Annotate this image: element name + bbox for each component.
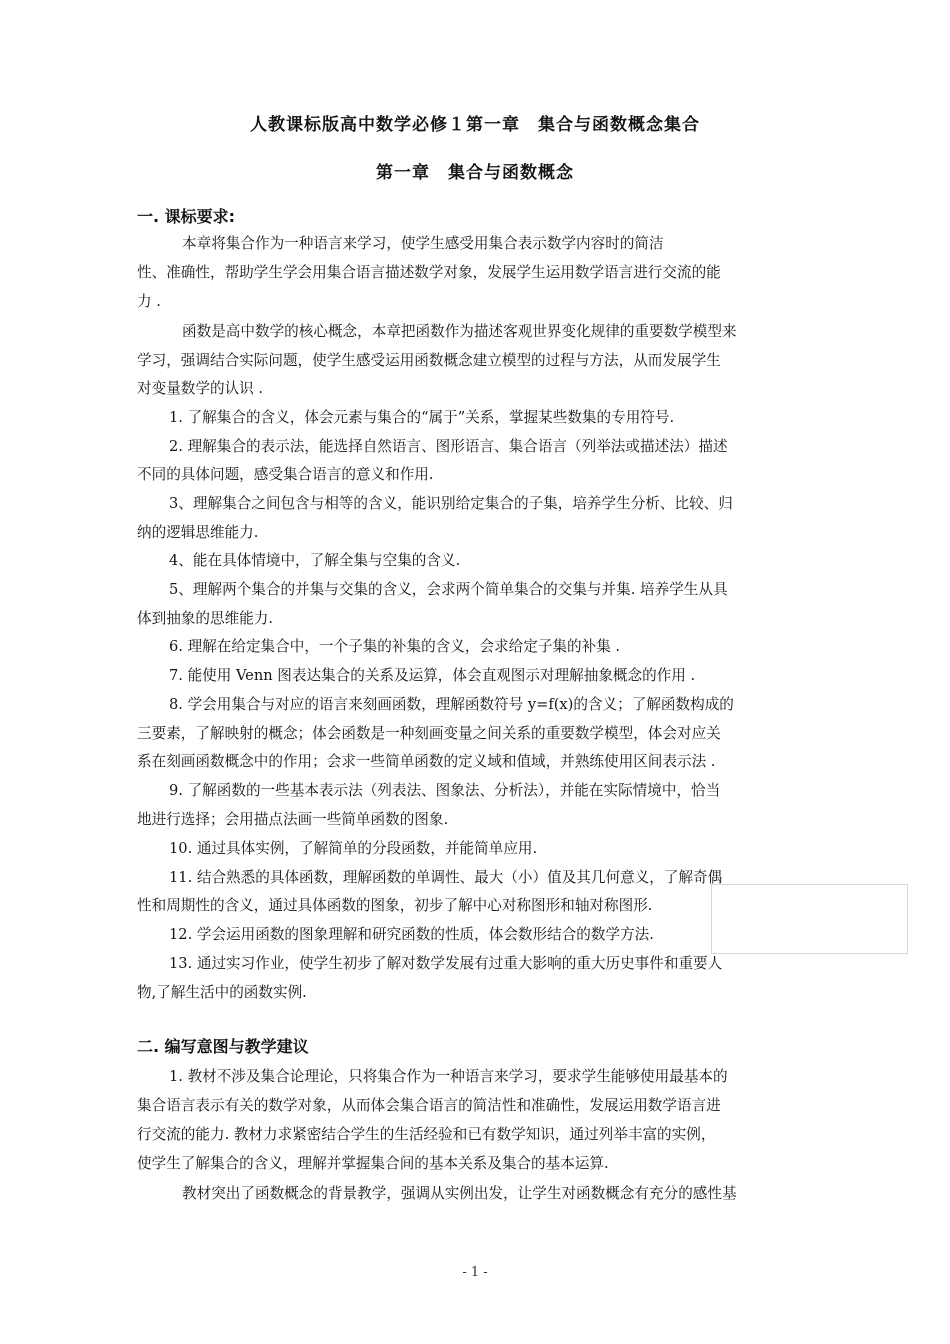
paragraph-line: 函数是高中数学的核心概念，本章把函数作为描述客观世界变化规律的重要数学模型来 — [182, 323, 737, 340]
paragraph-line: 对变量数学的认识 . — [137, 380, 264, 397]
list-item: 5、理解两个集合的并集与交集的含义，会求两个简单集合的交集与并集. 培养学生从具 — [169, 581, 728, 598]
list-item: 7. 能使用 Venn 图表达集合的关系及运算，体会直观图示对理解抽象概念的作用 . — [169, 667, 696, 684]
list-item: 8. 学会用集合与对应的语言来刻画函数，理解函数符号 y=f(x)的含义；了解函数构成的 — [169, 696, 734, 713]
list-item: 13. 通过实习作业，使学生初步了解对数学发展有过重大影响的重大历史事件和重要人 — [169, 955, 723, 972]
section-heading-curriculum-requirements: 一. 课标要求: — [137, 207, 236, 226]
list-item-continuation: 系在刻画函数概念中的作用；会求一些简单函数的定义域和值域，并熟练使用区间表示法 . — [137, 753, 716, 770]
list-item: 3、理解集合之间包含与相等的含义，能识别给定集合的子集，培养学生分析、比较、归 — [169, 495, 733, 512]
paragraph-line: 集合语言表示有关的数学对象，从而体会集合语言的简洁性和准确性，发展运用数学语言进 — [137, 1097, 721, 1114]
paragraph-line: 使学生了解集合的含义，理解并掌握集合间的基本关系及集合的基本运算. — [137, 1155, 609, 1172]
paragraph-line: 行交流的能力. 教材力求紧密结合学生的生活经验和已有数学知识，通过列举丰富的实例， — [137, 1126, 716, 1143]
list-item: 6. 理解在给定集合中，一个子集的补集的含义，会求给定子集的补集 . — [169, 638, 621, 655]
list-item: 1. 了解集合的含义，体会元素与集合的“属于”关系，掌握某些数集的专用符号. — [169, 409, 675, 426]
paragraph-line: 学习，强调结合实际问题，使学生感受运用函数概念建立模型的过程与方法，从而发展学生 — [137, 352, 721, 369]
list-item: 4、能在具体情境中，了解全集与空集的含义. — [169, 552, 461, 569]
list-item: 11. 结合熟悉的具体函数，理解函数的单调性、最大（小）值及其几何意义，了解奇偶 — [169, 869, 723, 886]
paragraph-line: 性、准确性，帮助学生学会用集合语言描述数学对象，发展学生运用数学语言进行交流的能 — [137, 264, 721, 281]
paragraph-line: 本章将集合作为一种语言来学习，使学生感受用集合表示数学内容时的简洁 — [182, 235, 664, 252]
list-item-continuation: 性和周期性的含义，通过具体函数的图象，初步了解中心对称图形和轴对称图形. — [137, 897, 653, 914]
list-item-continuation: 地进行选择；会用描点法画一些简单函数的图象. — [137, 811, 449, 828]
faint-stamp-box — [711, 884, 908, 954]
list-item-continuation: 三要素，了解映射的概念；体会函数是一种刻画变量之间关系的重要数学模型，体会对应关 — [137, 725, 721, 742]
list-item-continuation: 物,了解生活中的函数实例. — [137, 984, 307, 1001]
list-item: 9. 了解函数的一些基本表示法（列表法、图象法、分析法），并能在实际情境中，恰当 — [169, 782, 721, 799]
section-heading-writing-intent: 二. 编写意图与教学建议 — [137, 1037, 309, 1056]
paragraph-line: 1. 教材不涉及集合论理论，只将集合作为一种语言来学习，要求学生能够使用最基本的 — [169, 1068, 728, 1085]
list-item: 10. 通过具体实例，了解简单的分段函数，并能简单应用. — [169, 840, 538, 857]
list-item-continuation: 纳的逻辑思维能力. — [137, 524, 259, 541]
list-item-continuation: 体到抽象的思维能力. — [137, 610, 273, 627]
list-item-continuation: 不同的具体问题，感受集合语言的意义和作用. — [137, 466, 434, 483]
list-item: 12. 学会运用函数的图象理解和研究函数的性质，体会数形结合的数学方法. — [169, 926, 654, 943]
page-number: - 1 - — [462, 1265, 488, 1280]
paragraph-line: 教材突出了函数概念的背景教学，强调从实例出发，让学生对函数概念有充分的感性基 — [182, 1185, 737, 1202]
paragraph-line: 力 . — [137, 293, 161, 310]
chapter-title: 第一章 集合与函数概念 — [376, 163, 574, 183]
document-title: 人教课标版高中数学必修１第一章 集合与函数概念集合 — [250, 115, 700, 135]
list-item: 2. 理解集合的表示法，能选择自然语言、图形语言、集合语言（列举法或描述法）描述 — [169, 438, 728, 455]
